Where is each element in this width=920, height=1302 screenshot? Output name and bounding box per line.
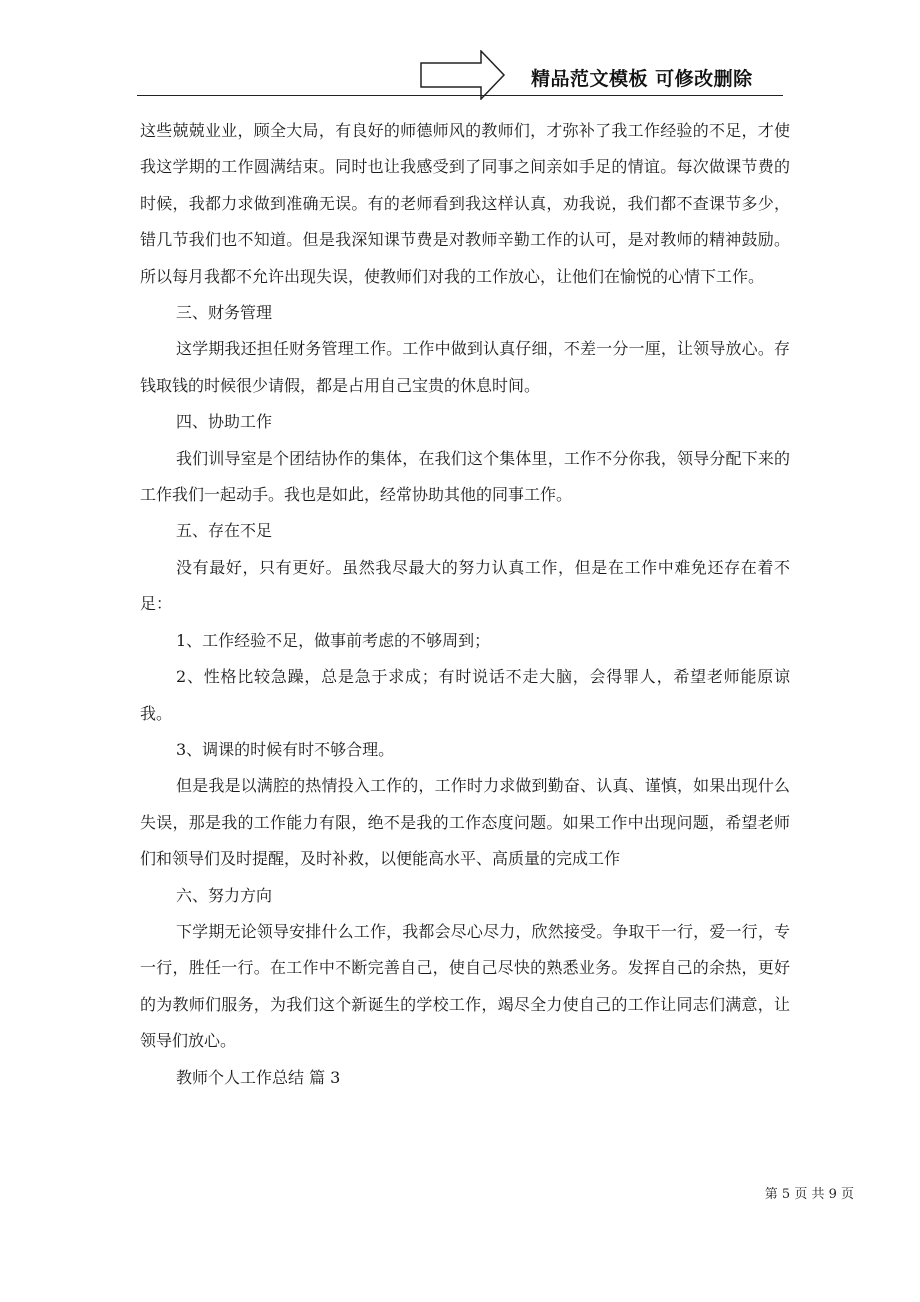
section-heading: 六、努力方向 [176,885,273,905]
page-number: 第 5 页 共 9 页 [764,1187,854,1202]
paragraph: 我们训导室是个团结协作的集体，在我们这个集体里，工作不分你我，领导分配下来的工作我们一起动手。我也是如此，经常协助其他的同事工作。 [140,448,790,505]
paragraph: 下学期无论领导安排什么工作，我都会尽心尽力，欣然接受。争取干一行，爱一行，专一行，胜任一行。在工作中不断完善自己，使自己尽快的熟悉业务。发挥自己的余热，更好的为教师们服务，为我们这个新诞生的学校工作，竭尽全力使自己的工作让同志们满意，让领导们放心。 [140,921,790,1051]
paragraph: 但是我是以满腔的热情投入工作的，工作时力求做到勤奋、认真、谨慎，如果出现什么失误，那是我的工作能力有限，绝不是我的工作态度问题。如果工作中出现问题，希望老师们和领导们及时提醒，及时补救，以便能高水平、高质量的完成工作 [140,776,790,869]
article-title: 教师个人工作总结 篇 3 [176,1067,341,1087]
list-item: 1、工作经验不足，做事前考虑的不够周到； [176,630,491,650]
section-heading: 三、财务管理 [176,303,273,323]
header-title: 精品范文模板 可修改删除 [531,68,753,90]
header-divider [137,95,783,96]
page-header [0,0,920,100]
paragraph: 这些兢兢业业，顾全大局，有良好的师德师风的教师们，才弥补了我工作经验的不足，才使我这学期的工作圆满结束。同时也让我感受到了同事之间亲如手足的情谊。每次做课节费的时候，我都力求做到准确无误。有的老师看到我这样认真，劝我说，我们都不查课节多少，错几节我们也不知道。但是我深知课节费是对教师辛勤工作的认可，是对教师的精神鼓励。所以每月我都不允许出现失误，使教师们对我的工作放心，让他们在愉悦的心情下工作。 [140,121,790,286]
document-body [140,113,790,1096]
list-item: 3、调课的时候有时不够合理。 [176,739,395,759]
section-heading: 五、存在不足 [176,521,273,541]
paragraph: 这学期我还担任财务管理工作。工作中做到认真仔细，不差一分一厘，让领导放心。存钱取钱的时候很少请假，都是占用自己宝贵的休息时间。 [140,339,790,395]
list-item: 2、性格比较急躁，总是急于求成；有时说话不走大脑，会得罪人，希望老师能原谅我。 [140,667,790,723]
paragraph: 没有最好，只有更好。虽然我尽最大的努力认真工作，但是在工作中难免还存在着不足： [140,557,790,614]
arrow-right-icon [420,50,506,100]
section-heading: 四、协助工作 [176,412,273,432]
